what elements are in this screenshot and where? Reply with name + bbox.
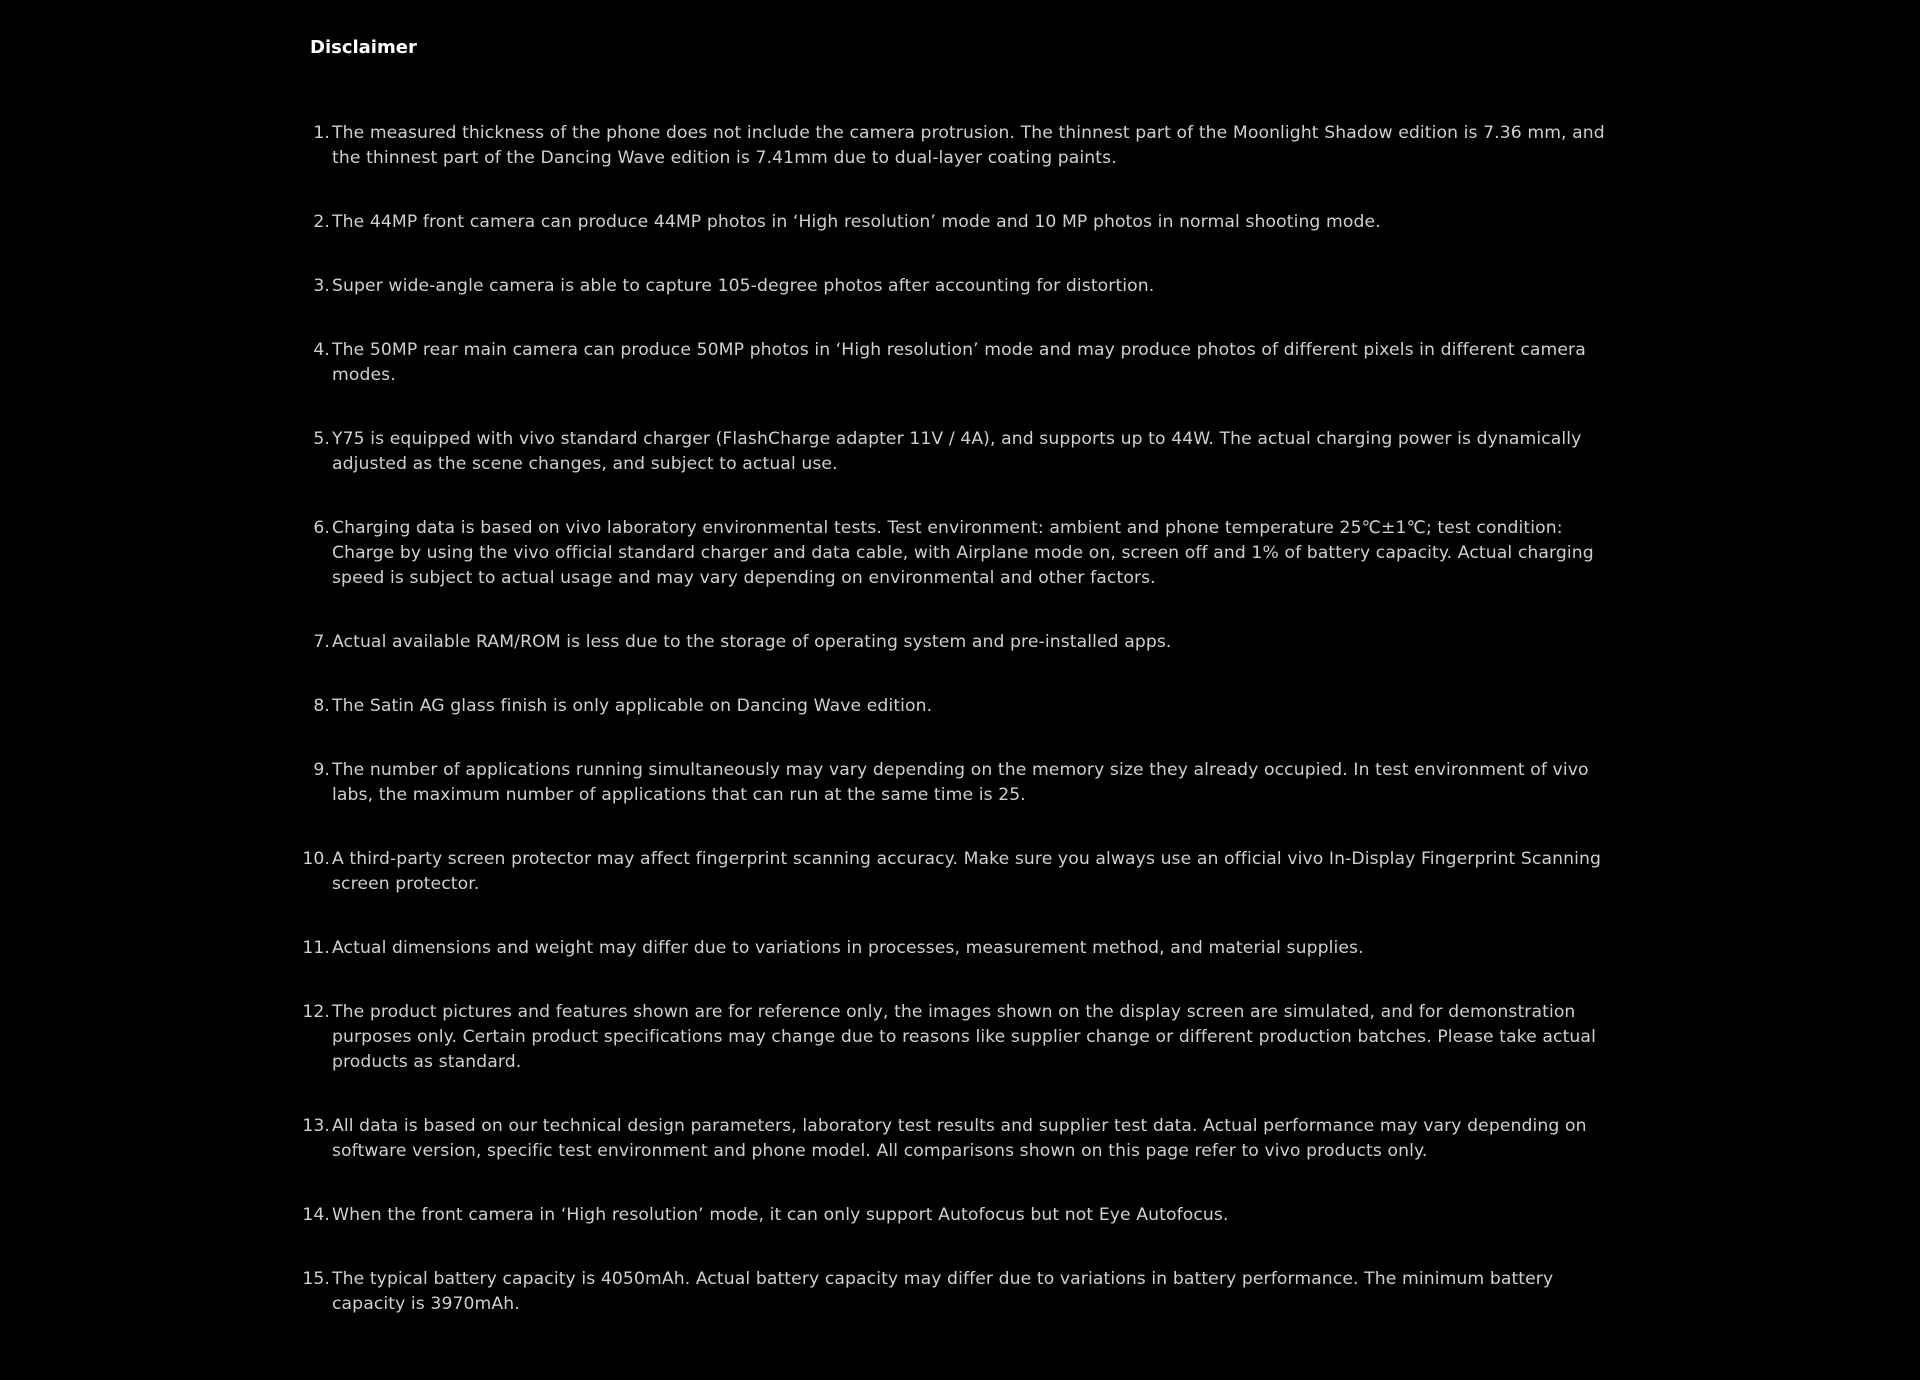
item-number: 1. <box>313 123 330 143</box>
item-text: The product pictures and features shown are for reference only, the images shown on the display screen are simulated, and for demonstration purposes only. Certain product specifications may change due to reasons like supplier change or different production batches. Please take actual products as standard. <box>332 1002 1596 1072</box>
item-number: 11. <box>302 938 330 958</box>
item-text: Actual available RAM/ROM is less due to the storage of operating system and pre-installed apps. <box>332 632 1172 652</box>
disclaimer-title: Disclaimer <box>310 37 417 58</box>
list-item <box>302 1203 1630 1228</box>
list-item <box>310 694 1630 719</box>
item-text: All data is based on our technical design parameters, laboratory test results and supplier test data. Actual performance may vary depending on software version, specific test environment and phone model. All comparisons shown on this page refer to vivo products only. <box>332 1116 1587 1161</box>
disclaimer-list <box>302 121 1630 1356</box>
list-item <box>302 1000 1630 1075</box>
item-text: Super wide-angle camera is able to capture 105-degree photos after accounting for distortion. <box>332 276 1155 296</box>
item-text: Charging data is based on vivo laboratory environmental tests. Test environment: ambient and phone temperature 25℃±1℃; test condition: Charge by using the vivo official standard charger and data cable, with Airplane mode on, screen off and 1% of battery capacity. Actual charging speed is subject to actual usage and may vary depending on environmental and other factors. <box>332 518 1594 588</box>
item-number: 15. <box>302 1269 330 1289</box>
item-text: The 50MP rear main camera can produce 50MP photos in ‘High resolution’ mode and may produce photos of different pixels in different camera modes. <box>332 340 1586 385</box>
item-number: 9. <box>313 760 330 780</box>
list-item <box>310 427 1630 477</box>
list-item <box>310 338 1630 388</box>
list-item <box>310 516 1630 591</box>
item-number: 12. <box>302 1002 330 1022</box>
item-text: Actual dimensions and weight may differ due to variations in processes, measurement method, and material supplies. <box>332 938 1364 958</box>
item-text: The number of applications running simultaneously may vary depending on the memory size they already occupied. In test environment of vivo labs, the maximum number of applications that can run at the same time is 25. <box>332 760 1589 805</box>
item-text: The Satin AG glass finish is only applicable on Dancing Wave edition. <box>332 696 933 716</box>
item-text: When the front camera in ‘High resolution’ mode, it can only support Autofocus but not Eye Autofocus. <box>332 1205 1229 1225</box>
item-text: A third-party screen protector may affect fingerprint scanning accuracy. Make sure you always use an official vivo In-Display Fingerprint Scanning screen protector. <box>332 849 1601 894</box>
item-number: 6. <box>313 518 330 538</box>
item-number: 5. <box>313 429 330 449</box>
item-number: 14. <box>302 1205 330 1225</box>
list-item <box>302 1267 1630 1317</box>
list-item <box>302 847 1630 897</box>
list-item <box>310 274 1630 299</box>
list-item <box>310 758 1630 808</box>
item-text: Y75 is equipped with vivo standard charger (FlashCharge adapter 11V / 4A), and supports up to 44W. The actual charging power is dynamically adjusted as the scene changes, and subject to actual use. <box>332 429 1582 474</box>
item-number: 10. <box>302 849 330 869</box>
list-item <box>302 936 1630 961</box>
item-number: 13. <box>302 1116 330 1136</box>
item-number: 2. <box>313 212 330 232</box>
item-number: 3. <box>313 276 330 296</box>
item-number: 7. <box>313 632 330 652</box>
item-text: The measured thickness of the phone does not include the camera protrusion. The thinnest part of the Moonlight Shadow edition is 7.36 mm, and the thinnest part of the Dancing Wave edition is 7.41mm due to dual-layer coating paints. <box>332 123 1605 168</box>
item-number: 8. <box>313 696 330 716</box>
list-item <box>310 210 1630 235</box>
item-number: 4. <box>313 340 330 360</box>
list-item <box>310 630 1630 655</box>
list-item <box>302 1114 1630 1164</box>
item-text: The 44MP front camera can produce 44MP photos in ‘High resolution’ mode and 10 MP photos in normal shooting mode. <box>332 212 1381 232</box>
item-text: The typical battery capacity is 4050mAh. Actual battery capacity may differ due to variations in battery performance. The minimum battery capacity is 3970mAh. <box>332 1269 1554 1314</box>
list-item <box>310 121 1630 171</box>
